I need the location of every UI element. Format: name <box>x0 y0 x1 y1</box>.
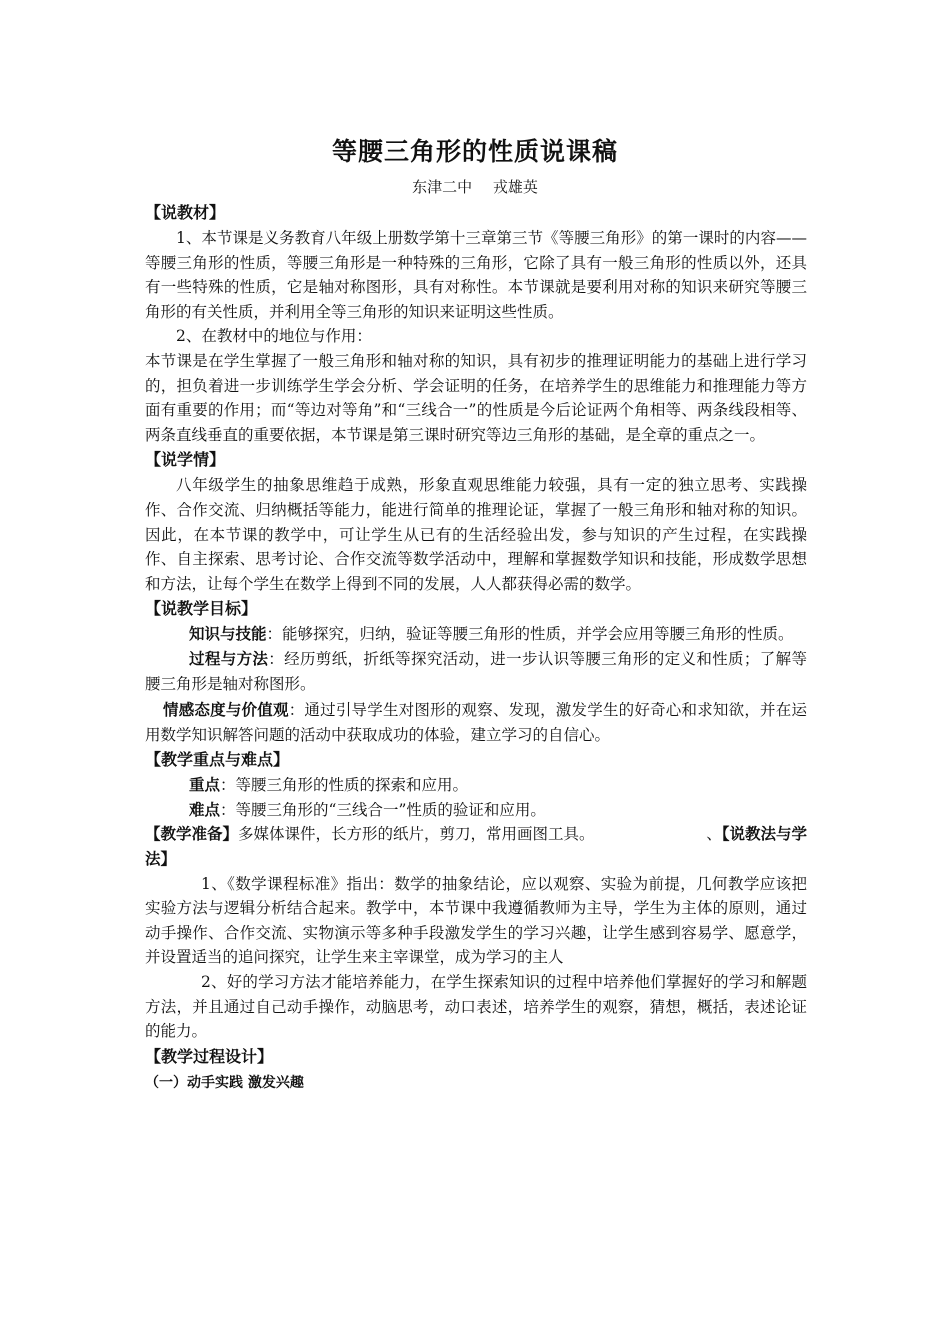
objective-text: ：能够探究，归纳，验证等腰三角形的性质，并学会应用等腰三角形的性质。 <box>266 625 794 644</box>
section-heading-objectives: 【说教学目标】 <box>145 599 258 619</box>
method-heading-start: 、【说教法与学 <box>706 825 807 844</box>
subsection-heading: （一）动手实践 激发兴趣 <box>145 1074 304 1091</box>
author-line <box>0 176 950 197</box>
section-heading-methods-end: 法】 <box>145 850 177 869</box>
paragraph: 1、本节课是义务教育八年级上册数学第十三章第三节《等腰三角形》的第一课时的内容——等腰三角形的性质，等腰三角形是一种特殊的三角形，它除了具有一般三角形的性质以外，还具有一些特殊的性质，它是轴对称图形，具有对称性。本节课就是要利用对称的知识来研究等腰三角形的有关性质，并利用全等三角形的知识来证明这些性质。 <box>145 229 807 321</box>
document-title: 等腰三角形的性质说课稿 <box>331 137 618 166</box>
objective-label: 情感态度与价值观 <box>163 701 289 720</box>
difficult-label: 难点 <box>189 800 221 819</box>
objective-emotion <box>145 698 807 747</box>
objective-label: 过程与方法 <box>189 649 269 668</box>
objective-text: ：通过引导学生对图形的观察、发现，激发学生的好奇心和求知欲，并在运用数学知识解答问题的活动中获取成功的体验，建立学习的自信心。 <box>145 701 807 744</box>
section-heading-textbook: 【说教材】 <box>145 203 226 222</box>
key-text: ：等腰三角形的性质的探索和应用。 <box>220 776 469 795</box>
section-heading-preparation: 【教学准备】 <box>145 825 239 844</box>
paragraph: 本节课是在学生掌握了一般三角形和轴对称的知识，具有初步的推理证明能力的基础上进行学习的，担负着进一步训练学生学会分析、学会证明的任务，在培养学生的思维能力和推理能力等方面有重要的作用；而“等边对等角”和“三线合一”的性质是今后论证两个角相等、两条线段相等、两条直线垂直的重要依据，本节课是第三课时研究等边三角形的基础，是全章的重点之一。 <box>145 351 807 444</box>
paragraph: 2、在教材中的地位与作用： <box>176 327 372 346</box>
difficult-point <box>145 798 807 823</box>
key-label: 重点 <box>189 776 221 795</box>
paragraph: 1、《数学课程标准》指出：数学的抽象结论，应以观察、实验为前提，几何教学应该把实验方法与逻辑分析结合起来。教学中，本节课中我遵循教师为主导，学生为主体的原则，通过动手操作、合作交流、实物演示等多种手段激发学生的学习兴趣，让学生感到容易学、愿意学，并设置适当的追问探究，让学生来主宰课堂，成为学习的主人 <box>145 874 807 967</box>
author-name: 戎雄英 <box>492 178 538 196</box>
difficult-text: ：等腰三角形的“三线合一”性质的验证和应用。 <box>220 800 546 819</box>
paragraph: 八年级学生的抽象思维趋于成熟，形象直观思维能力较强，具有一定的独立思考、实践操作、合作交流、归纳概括等能力，能进行简单的推理论证，掌握了一般三角形和轴对称的知识。因此，在本节课的教学中，可让学生从已有的生活经验出发，参与知识的产生过程，在实践操作、自主探索、思考讨论、合作交流等数学活动中，理解和掌握数学知识和技能，形成数学思想和方法，让每个学生在数学上得到不同的发展，人人都获得必需的数学。 <box>145 476 807 593</box>
key-point <box>145 773 807 798</box>
objective-text: ：经历剪纸，折纸等探究活动，进一步认识等腰三角形的定义和性质；了解等腰三角形是轴对称图形。 <box>145 649 807 693</box>
school-name: 东津二中 <box>412 178 473 196</box>
objective-knowledge <box>145 622 807 647</box>
section-heading-process: 【教学过程设计】 <box>145 1046 274 1066</box>
section-heading-key-points: 【教学重点与难点】 <box>145 750 290 770</box>
objective-process <box>145 647 807 696</box>
paragraph: 2、好的学习方法才能培养能力，在学生探索知识的过程中培养他们掌握好的学习和解题方法，并且通过自己动手操作，动脑思考，动口表述，培养学生的观察，猜想，概括，表述论证的能力。 <box>145 973 807 1041</box>
objective-label: 知识与技能 <box>189 625 267 644</box>
preparation-text: 多媒体课件，长方形的纸片，剪刀，常用画图工具。 <box>238 825 595 844</box>
section-heading-students: 【说学情】 <box>145 450 226 470</box>
preparation-row <box>145 822 807 847</box>
document-body <box>145 200 807 1096</box>
